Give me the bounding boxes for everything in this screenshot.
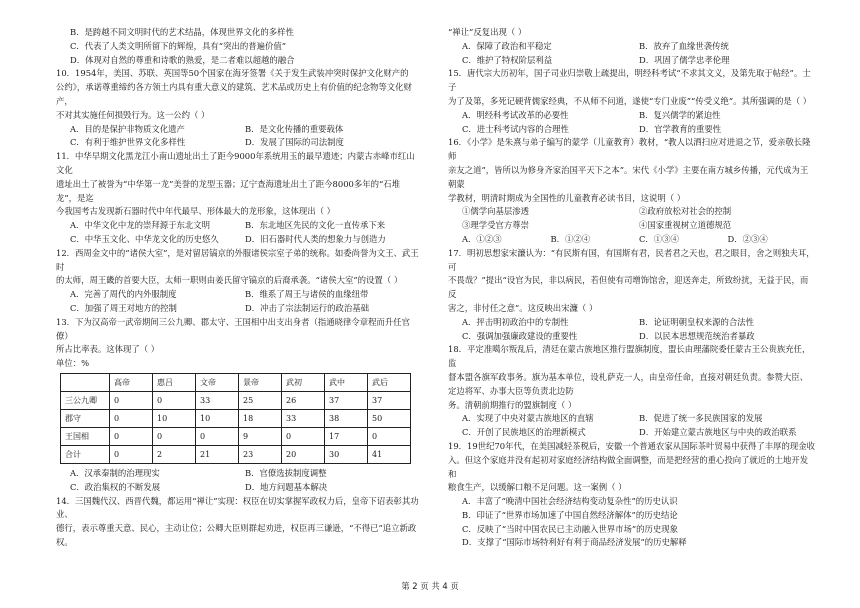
- table-cell: 38: [325, 409, 368, 427]
- q11-stem-line: 遗址出土了被誉为“中华第一龙”美誉的龙型玉器；辽宁查海遗址出土了距今8000多年的“石堆龙”，是迄: [56, 178, 401, 203]
- q16-item-3: ③理学受官方尊崇: [462, 220, 529, 231]
- q18-options-row: [448, 412, 816, 426]
- q17-stem-line: 17．明初思想家宋濂认为：“有民斯有国，有国斯有君，民者君之天也，君之眼目，舍之则独夫耳，可: [448, 247, 815, 272]
- table-cell: 0: [153, 427, 196, 445]
- q16-stem-line: 亲友之道”，皆所以为修身齐家治国平天下之本”。宋代《小学》主要在南方城乡传播，元代成为王朝蒙: [448, 164, 809, 189]
- q12-option-c: C．加强了周王对地方的控制: [70, 302, 177, 313]
- q12-option-b: B．维系了周王与诸侯的血缘纽带: [245, 289, 369, 300]
- q10-option-a: A．目的是保护非物质文化遗产: [70, 123, 185, 134]
- q13-unit: 单位：%: [56, 358, 90, 369]
- q18-option-a: A．实现了中央对蒙古族地区的直辖: [462, 413, 594, 424]
- q18-stem-line: 18．平定准噶尔叛乱后，清廷在蒙古族地区推行盟旗制度，盟长由理藩院委任蒙古王公贵族充任，监: [448, 344, 811, 369]
- q15-option-c: C．进士科考试内容的合理性: [462, 123, 569, 134]
- q18-stem-line: 督本盟各旗军政事务。旗为基本单位，设札萨克一人，由皇帝任命，直接对朝廷负责。参赞大臣、定边将军、办事大臣等负责北边防: [448, 371, 809, 396]
- q14-options-row: [448, 40, 816, 54]
- table-cell: 郡守: [61, 409, 110, 427]
- table-cell: 37: [325, 391, 368, 409]
- table-row: [61, 409, 411, 427]
- q17-option-a: A．抨击明初政治中的专制性: [462, 316, 569, 327]
- q15-options-row: [448, 123, 816, 137]
- q19-option-d: D．支撑了“国际市场特利好有利于商品经济发展”的历史解释: [462, 537, 687, 548]
- q10-stem-line: 公约》，承诺尊重缔约各方领土内具有重大意义的建筑、艺术品或历史上有价值的纪念物等文化财产，: [56, 82, 412, 106]
- q12-stem-line: 12．西周金文中的“诸侯大室”，是对留居镐京的外服诸侯宗室子弟的统称。如委尚誉为文王、武王时: [56, 247, 419, 272]
- q16-item-1: ①儒学向基层渗透: [462, 206, 529, 217]
- q11-stem-line: 11．中华早期文化黑龙江小南山遗址出土了距今9000年系统用玉的最早遗迹；内蒙古赤峰市红山文化: [56, 151, 415, 175]
- q11-option-d: D．旧石器时代人类的想象力与创造力: [245, 233, 386, 244]
- q9-option-c: C．代表了人类文明所留下的辉煌，具有“突出的普遍价值”: [70, 40, 286, 51]
- q15-stem-line: 为了及第，多死记硬背儒家经典，不从师不问道，遂使“专门业废”“传受义绝”。其所强调的是（ ）: [448, 95, 812, 106]
- table-cell: 武后: [368, 373, 411, 391]
- q16-item-2: ②政府放松对社会的控制: [639, 206, 732, 217]
- q16-item-4: ④国家重视树立道德规范: [639, 220, 732, 231]
- q13-stem-line: 13．下为汉高帝一武帝期间三公九卿、郡太守、王国相中出支出身者（指通晓律令章程而升任官僚）: [56, 316, 411, 341]
- q14-stem-line: 德行，表示尊重天意、民心，主动让位；公卿大臣则群起劝进，权臣再三谦逊，“不得已”追立新政权。: [56, 523, 417, 547]
- q16-option-c: C．①③④: [639, 233, 679, 244]
- q14-stem-continued: “禅让”反复出现（ ）: [448, 27, 527, 37]
- table-header-row: [61, 373, 411, 391]
- q16-option-b: B．①②④: [550, 233, 591, 244]
- table-cell: 33: [196, 391, 239, 409]
- q16-stem-line: 16．《小学》是朱熹与弟子编写的蒙学（儿童教育）教材，“教人以洒扫应对进退之节，爱亲敬长隆师: [448, 137, 811, 162]
- table-cell: 0: [282, 427, 325, 445]
- table-cell: 37: [368, 391, 411, 409]
- q19-option-b: B．印证了“世界市场加速了中国自然经济解体”的历史结论: [462, 509, 678, 520]
- q10-stem-line: 10．1954年，美国、苏联、英国等50个国家在海牙签署《关于发生武装冲突时保护文化财产的: [56, 68, 409, 79]
- q15-stem-line: 15．唐代宗大历初年，国子司业归崇敬上疏提出，明经科考试“不求其文义，及第先取于帖经”。士子: [448, 68, 811, 93]
- q12-option-a: A．完善了周代的内外服制度: [70, 289, 177, 300]
- q17-option-c: C．强调加强廉政建设的重要性: [462, 330, 578, 341]
- table-cell: [61, 373, 110, 391]
- q13-option-c: C．政治集权的不断发展: [70, 481, 161, 492]
- table-cell: 18: [239, 409, 282, 427]
- q13-option-d: D．地方问题基本解决: [245, 481, 328, 492]
- q9-option-d: D．体现对自然的尊重和诗歌的熟爱，是二者难以超越的融合: [70, 54, 295, 65]
- table-cell: 0: [153, 391, 196, 409]
- q11-stem-line: 今我国考古发现新石器时代中年代最早、形体最大的龙形象，这体现出（ ）: [56, 206, 336, 217]
- table-cell: 10: [196, 409, 239, 427]
- q17-options-row: [448, 316, 816, 330]
- q15-options-row: [448, 109, 816, 123]
- q14-option-c: C．维护了特权阶层利益: [462, 54, 553, 65]
- q14-option-a: A．保障了政治和平稳定: [462, 40, 552, 51]
- q10-option-b: B．是文化传播的重要载体: [245, 123, 344, 134]
- table-cell: 0: [196, 427, 239, 445]
- q10-options-row: [56, 136, 420, 150]
- q10-option-c: C．有利于维护世界文化多样性: [70, 137, 186, 148]
- q16-options-row: [448, 233, 816, 247]
- table-cell: 33: [282, 409, 325, 427]
- q19-stem-line: 19．19世纪70年代，在美国减轻茶税后，安徽一个普通农家从国际茶叶贸易中获得了丰厚的现金收: [448, 440, 815, 451]
- table-cell: 26: [282, 391, 325, 409]
- q15-option-a: A．明经科考试改革的必要性: [462, 109, 569, 120]
- q9-option-b: B．是跨越不同文明时代的艺术结晶，体现世界文化的多样性: [70, 27, 294, 37]
- q13-options-row: [56, 481, 420, 495]
- table-row: [61, 427, 411, 445]
- q16-items-row: [448, 219, 816, 233]
- left-column: [56, 26, 420, 550]
- q11-options-row: [56, 233, 420, 247]
- q12-stem-line: 的太师，周王畿的首要大臣，太师一职则由姜氏留守镐京的后裔承袭。“诸侯大室”的设置（ ）: [56, 275, 403, 286]
- table-cell: 20: [282, 445, 325, 463]
- table-cell: 高帝: [110, 373, 153, 391]
- q18-option-b: B．促进了统一多民族国家的发展: [639, 413, 763, 424]
- table-cell: 三公九卿: [61, 391, 110, 409]
- q17-options-row: [448, 330, 816, 344]
- table-cell: 41: [368, 445, 411, 463]
- q14-option-d: D．巩固了儒学忠孝伦理: [639, 54, 730, 65]
- q13-option-a: A．汉承秦制的治理现实: [70, 467, 160, 478]
- q16-option-d: D．②③④: [727, 233, 768, 244]
- q14-stem-line: 14．三国魏代汉、西晋代魏，都运用“禅让”实现：权臣在切实掌握军政权力后，皇帝下诏表彰其功业、: [56, 495, 419, 520]
- table-cell: 50: [368, 409, 411, 427]
- table-cell: 惠吕: [153, 373, 196, 391]
- q17-option-d: D．以民本思想规范统治者暴政: [639, 330, 755, 341]
- q13-table: [60, 373, 411, 464]
- q13-stem-line: 所占比率表。这体现了（ ）: [56, 344, 160, 355]
- table-cell: 10: [153, 409, 196, 427]
- table-cell: 武中: [325, 373, 368, 391]
- q14-option-b: B．放弃了血缘世袭传统: [639, 40, 729, 51]
- table-cell: 文帝: [196, 373, 239, 391]
- table-cell: 9: [239, 427, 282, 445]
- q11-option-a: A．中华文化中龙的崇拜源于东北文明: [70, 220, 211, 231]
- table-cell: 25: [239, 391, 282, 409]
- table-cell: 0: [110, 391, 153, 409]
- q10-option-d: D．发展了国际的司法制度: [245, 137, 344, 148]
- q17-stem-line: 不畏哉？”提出“设官为民，非以病民，若但使有司增饰馆舍，迎送奔走，所致纷扰，无益于民，而反: [448, 275, 809, 300]
- q13-option-b: B．官僚选拔制度调整: [245, 467, 327, 478]
- table-cell: 2: [153, 445, 196, 463]
- table-cell: 30: [325, 445, 368, 463]
- q19-option-c: C．反映了“当时中国农民已主动融入世界市场”的历史现象: [462, 523, 678, 534]
- q10-options-row: [56, 123, 420, 137]
- q12-options-row: [56, 302, 420, 316]
- q15-option-b: B．复兴儒学的紧迫性: [639, 109, 721, 120]
- table-cell: 武初: [282, 373, 325, 391]
- table-cell: 21: [196, 445, 239, 463]
- q19-stem-line: 入。但这个家庭并没有起初对家庭经济结构做全面调整，而是把经营的重心投向了就近的土地开发和: [448, 454, 809, 479]
- q12-option-d: D．冲击了宗法制运行的政治基础: [245, 302, 369, 313]
- q18-options-row: [448, 426, 816, 440]
- table-cell: 合计: [61, 445, 110, 463]
- table-cell: 0: [110, 427, 153, 445]
- q12-options-row: [56, 288, 420, 302]
- page-number-footer: 第 2 页 共 4 页: [401, 581, 459, 591]
- q18-option-d: D．开始建立蒙古族地区与中央的政治联系: [639, 427, 797, 438]
- q16-items-row: [448, 205, 816, 219]
- q11-option-b: B．东北地区先民的文化一直传承下来: [245, 220, 386, 231]
- q11-option-c: C．中华玉文化、中华龙文化的历史悠久: [70, 233, 219, 244]
- q13-options-row: [56, 467, 420, 481]
- table-cell: 0: [368, 427, 411, 445]
- table-row: [61, 391, 411, 409]
- q19-stem-line: 粮食生产，以缓解口粮不足问题。这一案例（ ）: [448, 482, 627, 493]
- q19-option-a: A．丰富了“晚清中国社会经济结构变动复杂性”的历史认识: [462, 496, 678, 507]
- table-cell: 0: [110, 409, 153, 427]
- table-cell: 17: [325, 427, 368, 445]
- q14-options-row: [448, 54, 816, 68]
- q17-option-b: B．论证明朝皇权来源的合法性: [639, 316, 755, 327]
- q18-option-c: C．开创了民族地区的治理新模式: [462, 427, 586, 438]
- q11-options-row: [56, 219, 420, 233]
- q17-stem-line: 害之，非付任之意”。这反映出宋濂（ ）: [448, 302, 598, 313]
- q18-stem-line: 务。清朝前期推行的盟旗制度（ ）: [448, 399, 577, 410]
- table-cell: 景帝: [239, 373, 282, 391]
- table-cell: 23: [239, 445, 282, 463]
- q16-stem-line: 学教材，明清时期成为全国性的儿童教育必读书目，这说明（ ）: [448, 192, 686, 203]
- table-cell: 王国相: [61, 427, 110, 445]
- q16-option-a: A．①②③: [462, 233, 502, 244]
- q15-option-d: D．官学教育的重要性: [639, 123, 722, 134]
- right-column: [448, 26, 816, 550]
- table-cell: 0: [110, 445, 153, 463]
- q10-stem-line: 不对其实施任何损毁行为。这一公约（ ）: [56, 109, 210, 120]
- table-row: [61, 445, 411, 463]
